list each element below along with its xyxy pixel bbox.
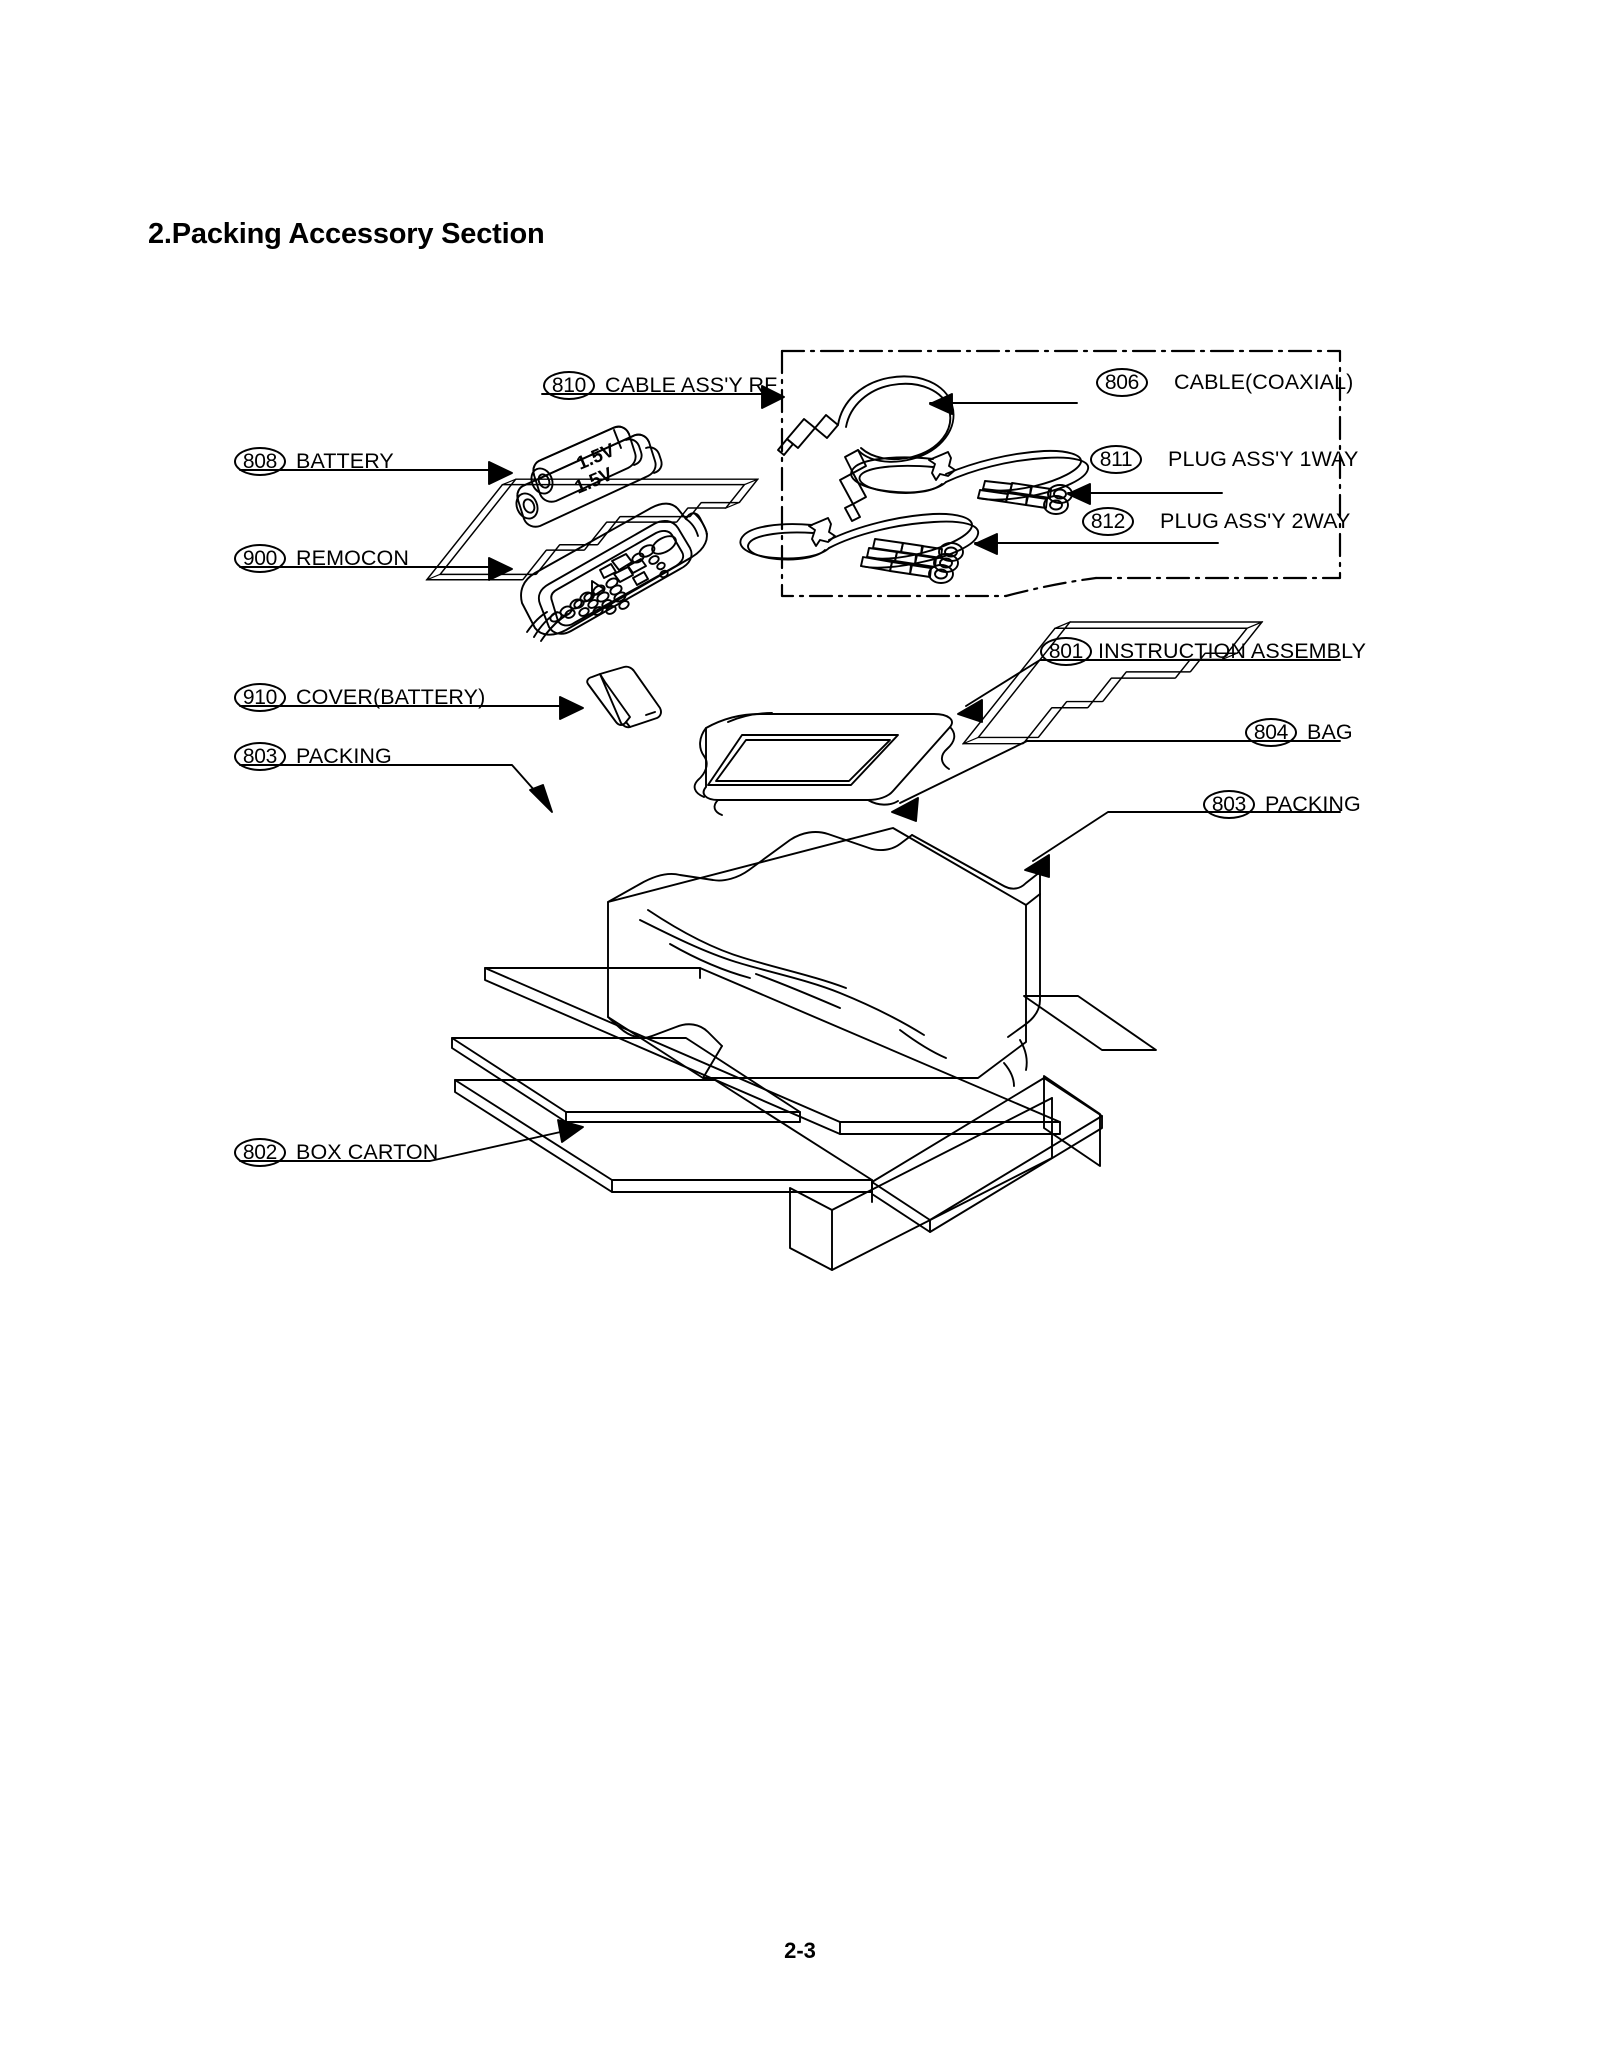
- callout-910-cover-battery[interactable]: [234, 683, 485, 712]
- callout-804-bag[interactable]: [1245, 718, 1353, 747]
- callout-bubble-910: 910: [234, 683, 286, 712]
- callout-bubble-802: 802: [234, 1138, 286, 1167]
- plug-assy-1way-artwork: [851, 451, 1088, 514]
- callout-803-packing-right[interactable]: [1203, 790, 1361, 819]
- callout-811-plug-assy-1way[interactable]: [1090, 445, 1358, 474]
- callout-bubble-811: 811: [1090, 445, 1142, 474]
- callout-bubble-812: 812: [1082, 507, 1134, 536]
- callout-802-box-carton[interactable]: [234, 1138, 438, 1167]
- leader-811: [1068, 484, 1222, 504]
- battery-voltage-label-2: 1.5V: [571, 463, 616, 499]
- callout-label-803-left: PACKING: [296, 743, 392, 768]
- leader-806: [930, 394, 1077, 414]
- callout-812-plug-assy-2way[interactable]: [1082, 507, 1350, 536]
- callout-label-802: BOX CARTON: [296, 1139, 439, 1164]
- callout-900-remocon[interactable]: [234, 544, 409, 573]
- callout-806-cable-coaxial[interactable]: [1096, 368, 1353, 397]
- callout-label-803-right: PACKING: [1265, 791, 1361, 816]
- callout-810-cable-assy-rf[interactable]: [543, 371, 777, 400]
- box-carton-artwork: [452, 996, 1214, 1270]
- callout-801-instruction-assembly[interactable]: [1040, 637, 1366, 666]
- battery-voltage-label-1: 1.5V: [573, 439, 618, 475]
- page-title: 2.Packing Accessory Section: [148, 218, 545, 250]
- page-number-footer: 2-3: [784, 1938, 816, 1963]
- callout-bubble-900: 900: [234, 544, 286, 573]
- callout-label-806: CABLE(COAXIAL): [1174, 369, 1354, 394]
- plug-assy-2way-artwork: [740, 514, 978, 583]
- callout-label-811: PLUG ASS'Y 1WAY: [1168, 446, 1359, 471]
- callout-803-packing-left[interactable]: [234, 742, 392, 771]
- leader-803-left: [240, 765, 552, 812]
- packing-piece-left-artwork: [427, 479, 758, 580]
- callout-label-808: BATTERY: [296, 448, 394, 473]
- callout-bubble-804: 804: [1245, 718, 1297, 747]
- callout-bubble-801: 801: [1040, 637, 1092, 666]
- carton-inner-liner-artwork: [485, 968, 1060, 1134]
- leader-803-right: [1025, 812, 1340, 877]
- cover-battery-artwork: [587, 667, 661, 728]
- callout-bubble-803-left: 803: [234, 742, 286, 771]
- leader-812: [975, 534, 1218, 554]
- callout-label-804: BAG: [1307, 719, 1353, 744]
- callout-label-801: INSTRUCTION ASSEMBLY: [1098, 638, 1367, 663]
- cable-coaxial-artwork: [778, 376, 954, 521]
- callout-bubble-810: 810: [543, 371, 595, 400]
- callout-label-910: COVER(BATTERY): [296, 684, 486, 709]
- callout-bubble-806: 806: [1096, 368, 1148, 397]
- callout-bubble-808: 808: [234, 447, 286, 476]
- callout-bubble-803-right: 803: [1203, 790, 1255, 819]
- callout-808-battery[interactable]: [234, 447, 394, 476]
- callout-label-812: PLUG ASS'Y 2WAY: [1160, 508, 1351, 533]
- device-in-bag-artwork: [608, 828, 1040, 1086]
- callout-label-810: CABLE ASS'Y RF: [605, 372, 778, 397]
- callout-label-900: REMOCON: [296, 545, 409, 570]
